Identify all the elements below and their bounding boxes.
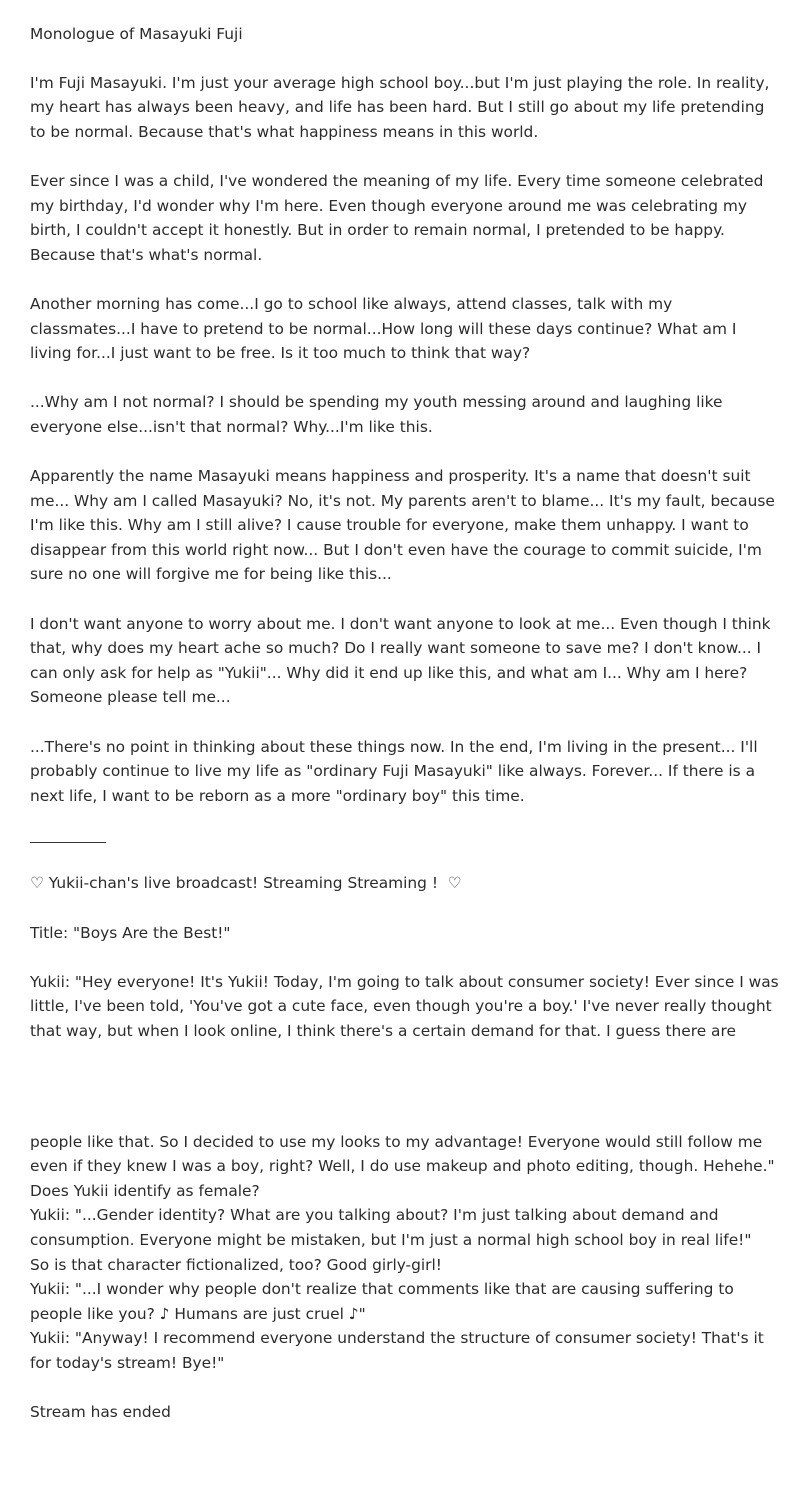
monologue-title: Monologue of Masayuki Fuji: [30, 25, 243, 43]
stream-intro-continued: people like that. So I decided to use my looks to my advantage! Everyone would still follow me even if they knew I was a boy, right? Well, I do use makeup and photo editing, though. Hehehe.": [30, 1132, 775, 1176]
blank-gap: [30, 1044, 780, 1130]
stream-heading: [30, 871, 780, 896]
heart-icon: ♡: [447, 874, 462, 893]
monologue-paragraph: ...There's no point in thinking about these things now. In the end, I'm living in the present... I'll probably continue to live my life as "ordinary Fuji Masayuki" like always. Forever... If there is a next life, I want to be reborn as a more "ordinary boy" this time.: [30, 737, 758, 805]
stream-heading-text: Yukii-chan's live broadcast! Streaming Streaming !: [48, 874, 438, 893]
stream-ended-status: Stream has ended: [30, 1403, 171, 1422]
monologue-paragraph: Apparently the name Masayuki means happiness and prosperity. It's a name that doesn't suit me... Why am I called Masayuki? No, it's not. My parents aren't to blame... It's my fault, because I'm like this. Why am I still alive? I cause trouble for everyone, make them unhappy. I want to disappear from this world right now... But I don't even have the courage to commit suicide, I'm sure no one will forgive me for being like this...: [30, 467, 775, 584]
stream-intro: Yukii: "Hey everyone! It's Yukii! Today, I'm going to talk about consumer society! Ever since I was little, I've been told, 'You've got a cute face, even though you're a boy.' I've never really thought that way, but when I look online, I think there's a certain demand for that. I guess there are: [30, 972, 779, 1040]
viewer-comment: Does Yukii identify as female?: [30, 1181, 260, 1200]
streamer-line: Yukii: "...I wonder why people don't realize that comments like that are causing suffering to people like you? ♪ Humans are just cruel ♪": [30, 1280, 734, 1323]
monologue-paragraph: Ever since I was a child, I've wondered the meaning of my life. Every time someone celebrated my birthday, I'd wonder why I'm here. Even though everyone around me was celebrating my birth, I couldn't accept it honestly. But in order to remain normal, I pretended to be happy. Because that's what's normal.: [30, 171, 764, 264]
heart-icon: ♡: [30, 874, 44, 893]
monologue-paragraph: I'm Fuji Masayuki. I'm just your average high school boy...but I'm just playing the role. In reality, my heart has always been heavy, and life has been hard. But I still go about my life pretending to be normal. Because that's what happiness means in this world.: [30, 73, 770, 141]
stream-title: Title: "Boys Are the Best!": [30, 923, 231, 942]
document-body: [30, 22, 780, 1425]
streamer-line: Yukii: "...Gender identity? What are you talking about? I'm just talking about demand and consumption. Everyone might be mistaken, but I'm just a normal high school boy in real life!": [30, 1206, 752, 1249]
viewer-comment: So is that character fictionalized, too? Good girly-girl!: [30, 1255, 442, 1274]
section-divider: [30, 842, 106, 843]
monologue-paragraph: I don't want anyone to worry about me. I don't want anyone to look at me... Even though I think that, why does my heart ache so much? Do I really want someone to save me? I don't know... I can only ask for help as "Yukii"... Why did it end up like this, and what am I... Why am I here? Someone please tell me...: [30, 614, 771, 707]
monologue-paragraph: Another morning has come...I go to school like always, attend classes, talk with my classmates...I have to pretend to be normal...How long will these days continue? What am I living for...I just want to be free. Is it too much to think that way?: [30, 294, 737, 363]
streamer-line: Yukii: "Anyway! I recommend everyone understand the structure of consumer society! That's it for today's stream! Bye!": [30, 1329, 764, 1372]
monologue-paragraph: ...Why am I not normal? I should be spending my youth messing around and laughing like everyone else...isn't that normal? Why...I'm like this.: [30, 393, 723, 436]
